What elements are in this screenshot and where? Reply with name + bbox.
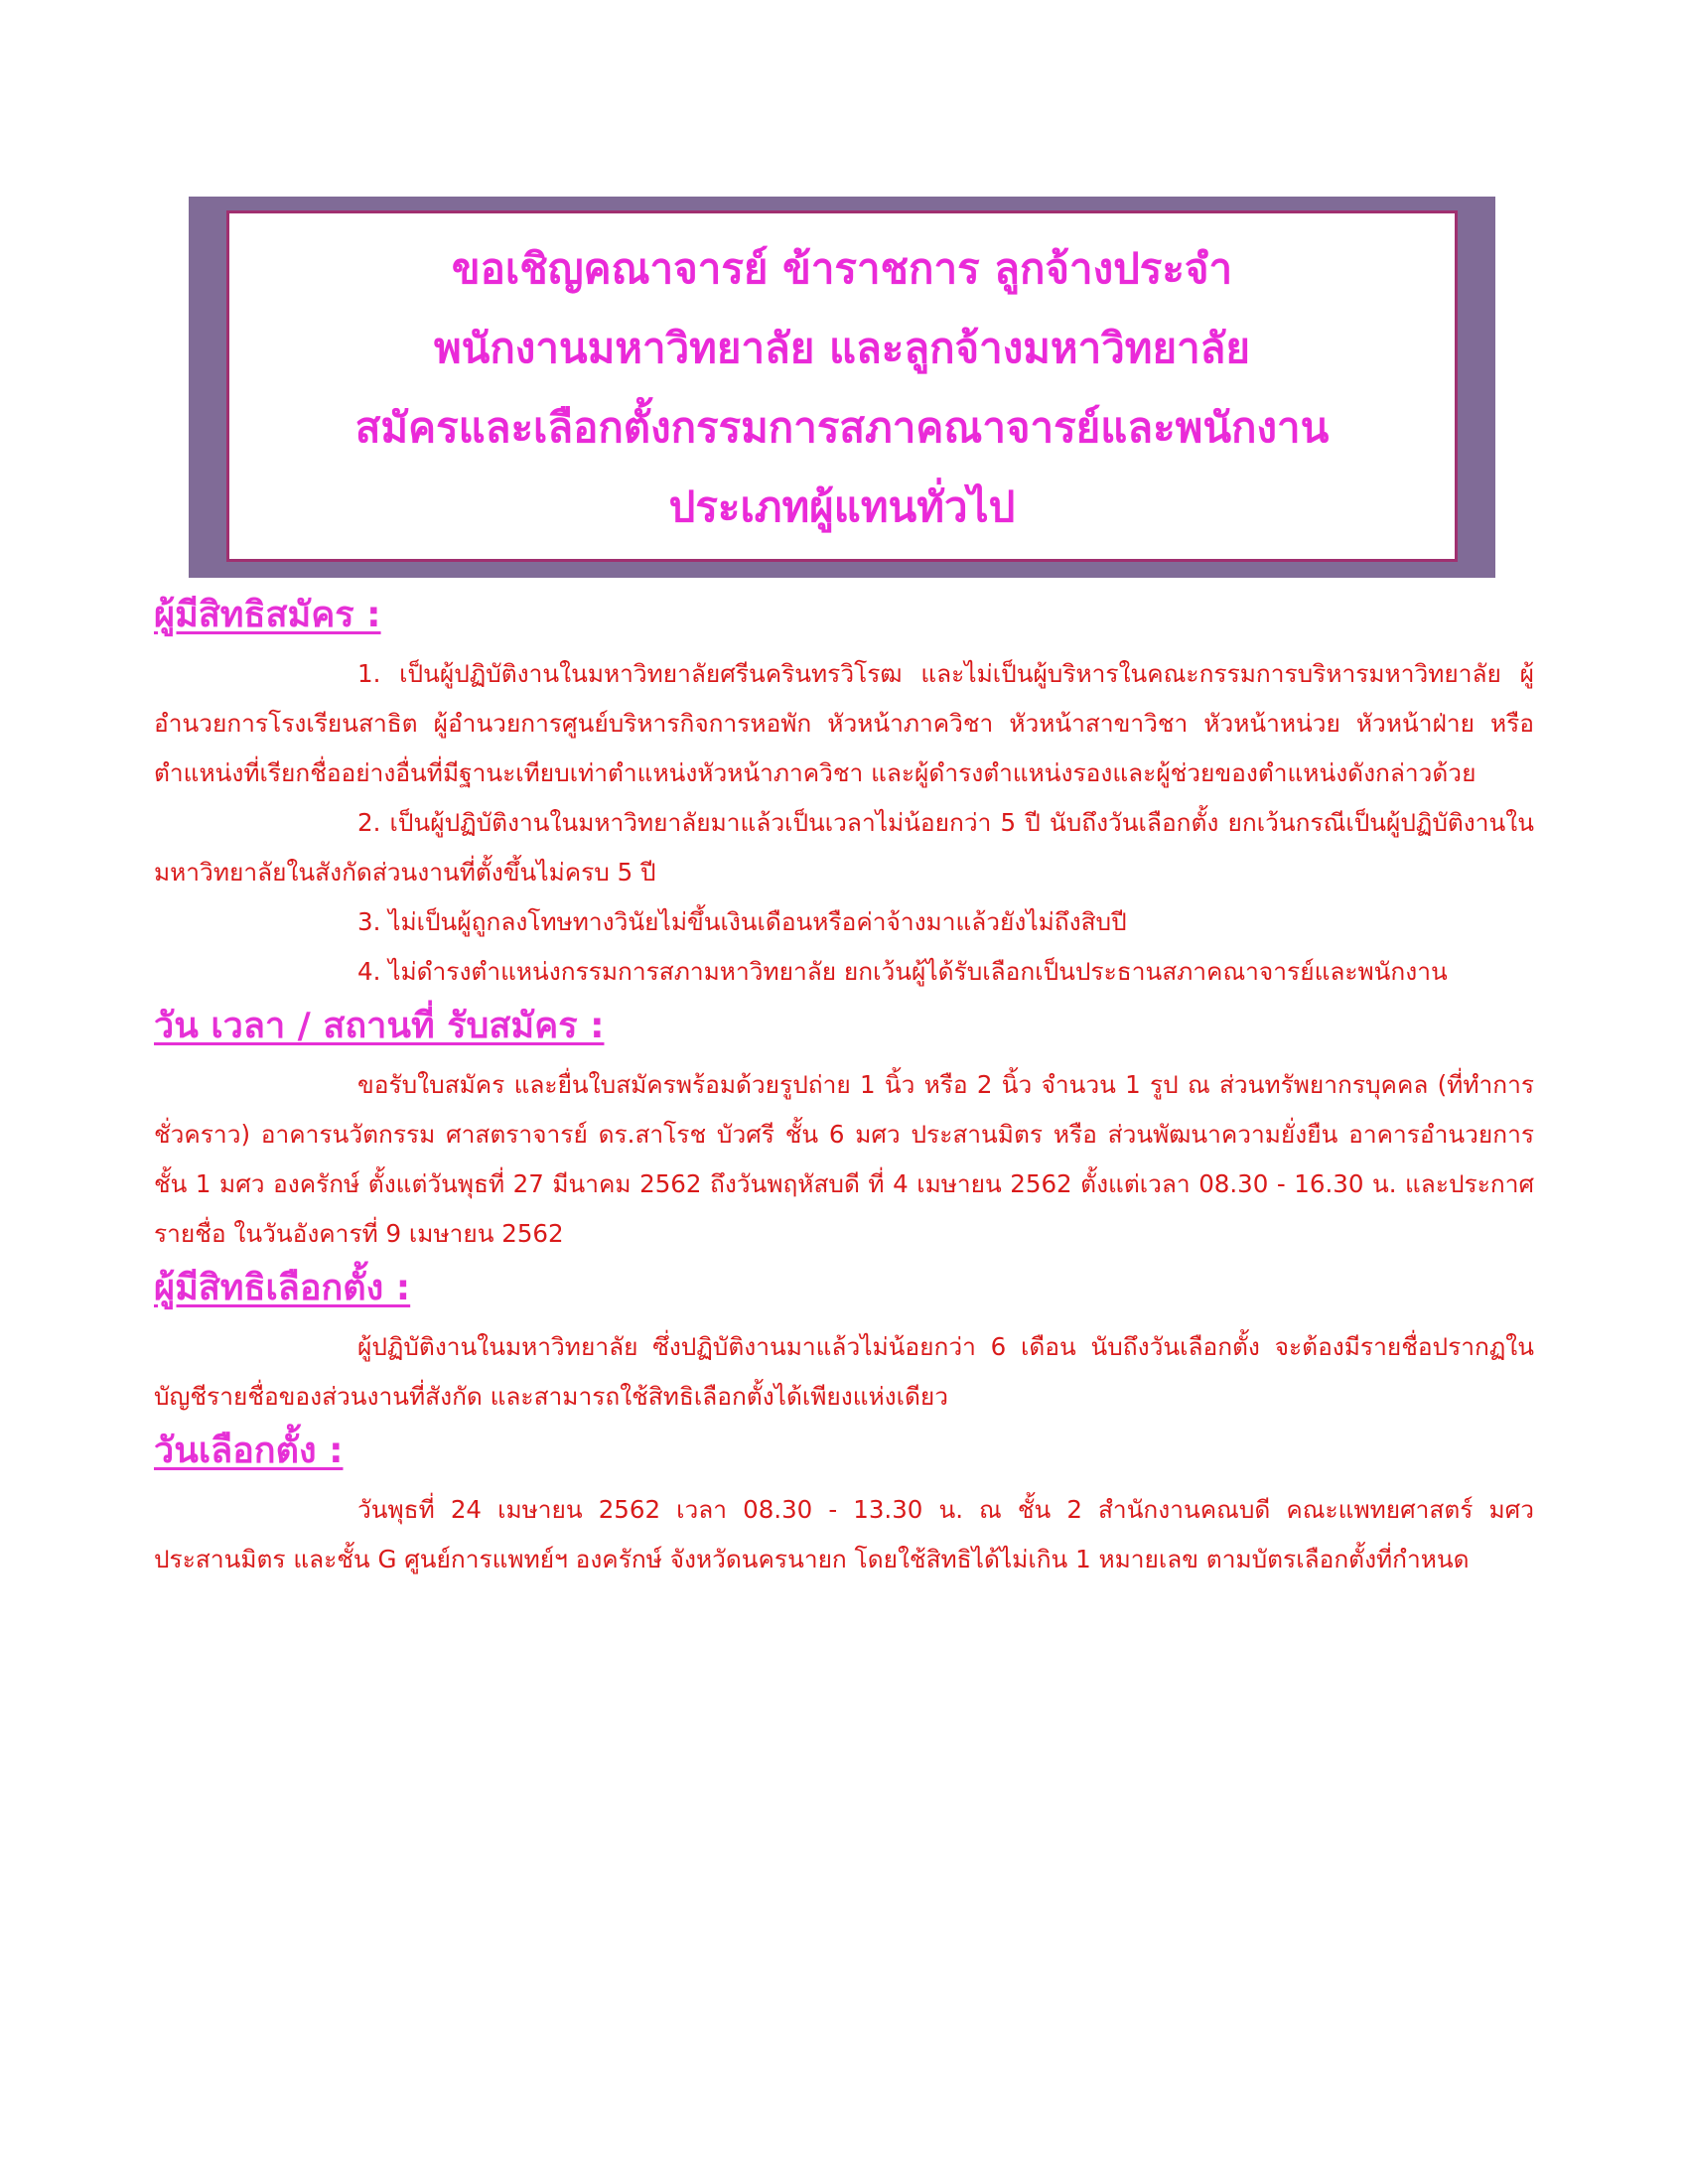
- eligibility-item: 2. เป็นผู้ปฏิบัติงานในมหาวิทยาลัยมาแล้วเป็นเวลาไม่น้อยกว่า 5 ปี นับถึงวันเลือกตั้ง ยกเว้นกรณีเป็นผู้ปฏิบัติงานในมหาวิทยาลัยในสังกัดส่วนงานที่ตั้งขึ้นไม่ครบ 5 ปี: [154, 808, 1534, 887]
- banner-line: สมัครและเลือกตั้งกรรมการสภาคณาจารย์และพนักงาน: [354, 403, 1330, 452]
- election-day-heading: วันเลือกตั้ง :: [154, 1431, 344, 1471]
- eligibility-heading: ผู้มีสิทธิสมัคร :: [154, 595, 381, 635]
- election-day-details: วันพุธที่ 24 เมษายน 2562 เวลา 08.30 - 13.30 น. ณ ชั้น 2 สำนักงานคณบดี คณะแพทยศาสตร์ มศว ประสานมิตร และชั้น G ศูนย์การแพทย์ฯ องครักษ์ จังหวัดนครนายก โดยใช้สิทธิได้ไม่เกิน 1 หมายเลข ตามบัตรเลือกตั้งที่กำหนด: [154, 1495, 1534, 1573]
- eligibility-item: 4. ไม่ดำรงตำแหน่งกรรมการสภามหาวิทยาลัย ยกเว้นผู้ได้รับเลือกเป็นประธานสภาคณาจารย์และพนักงาน: [357, 957, 1448, 986]
- voters-details: ผู้ปฏิบัติงานในมหาวิทยาลัย ซึ่งปฏิบัติงานมาแล้วไม่น้อยกว่า 6 เดือน นับถึงวันเลือกตั้ง จะต้องมีรายชื่อปรากฏในบัญชีรายชื่อของส่วนงานที่สังกัด และสามารถใช้สิทธิเลือกตั้งได้เพียงแห่งเดียว: [154, 1332, 1534, 1411]
- banner-line: พนักงานมหาวิทยาลัย และลูกจ้างมหาวิทยาลัย: [433, 324, 1250, 372]
- document-body: [154, 592, 1534, 1584]
- eligibility-item: 3. ไม่เป็นผู้ถูกลงโทษทางวินัยไม่ขึ้นเงินเดือนหรือค่าจ้างมาแล้วยังไม่ถึงสิบปี: [357, 907, 1127, 936]
- banner-line: ประเภทผู้แทนทั่วไป: [668, 482, 1016, 531]
- voters-heading: ผู้มีสิทธิเลือกตั้ง :: [154, 1268, 411, 1308]
- application-heading: วัน เวลา / สถานที่ รับสมัคร :: [154, 1006, 605, 1046]
- application-details: ขอรับใบสมัคร และยื่นใบสมัครพร้อมด้วยรูปถ่าย 1 นิ้ว หรือ 2 นิ้ว จำนวน 1 รูป ณ ส่วนทรัพยากรบุคคล (ที่ทำการชั่วคราว) อาคารนวัตกรรม ศาสตราจารย์ ดร.สาโรช บัวศรี ชั้น 6 มศว ประสานมิตร หรือ ส่วนพัฒนาความยั่งยืน อาคารอำนวยการ ชั้น 1 มศว องครักษ์ ตั้งแต่วันพุธที่ 27 มีนาคม 2562 ถึงวันพฤหัสบดี ที่ 4 เมษายน 2562 ตั้งแต่เวลา 08.30 - 16.30 น. และประกาศรายชื่อ ในวันอังคารที่ 9 เมษายน 2562: [154, 1070, 1534, 1248]
- announcement-banner-frame: [189, 197, 1495, 578]
- announcement-banner: [226, 210, 1458, 562]
- eligibility-item: 1. เป็นผู้ปฏิบัติงานในมหาวิทยาลัยศรีนครินทรวิโรฒ และไม่เป็นผู้บริหารในคณะกรรมการบริหารมหาวิทยาลัย ผู้อำนวยการโรงเรียนสาธิต ผู้อำนวยการศูนย์บริหารกิจการหอพัก หัวหน้าภาควิชา หัวหน้าสาขาวิชา หัวหน้าหน่วย หัวหน้าฝ่าย หรือตำแหน่งที่เรียกชื่ออย่างอื่นที่มีฐานะเทียบเท่าตำแหน่งหัวหน้าภาควิชา และผู้ดำรงตำแหน่งรองและผู้ช่วยของตำแหน่งดังกล่าวด้วย: [154, 659, 1534, 787]
- banner-line: ขอเชิญคณาจารย์ ข้าราชการ ลูกจ้างประจำ: [451, 244, 1233, 293]
